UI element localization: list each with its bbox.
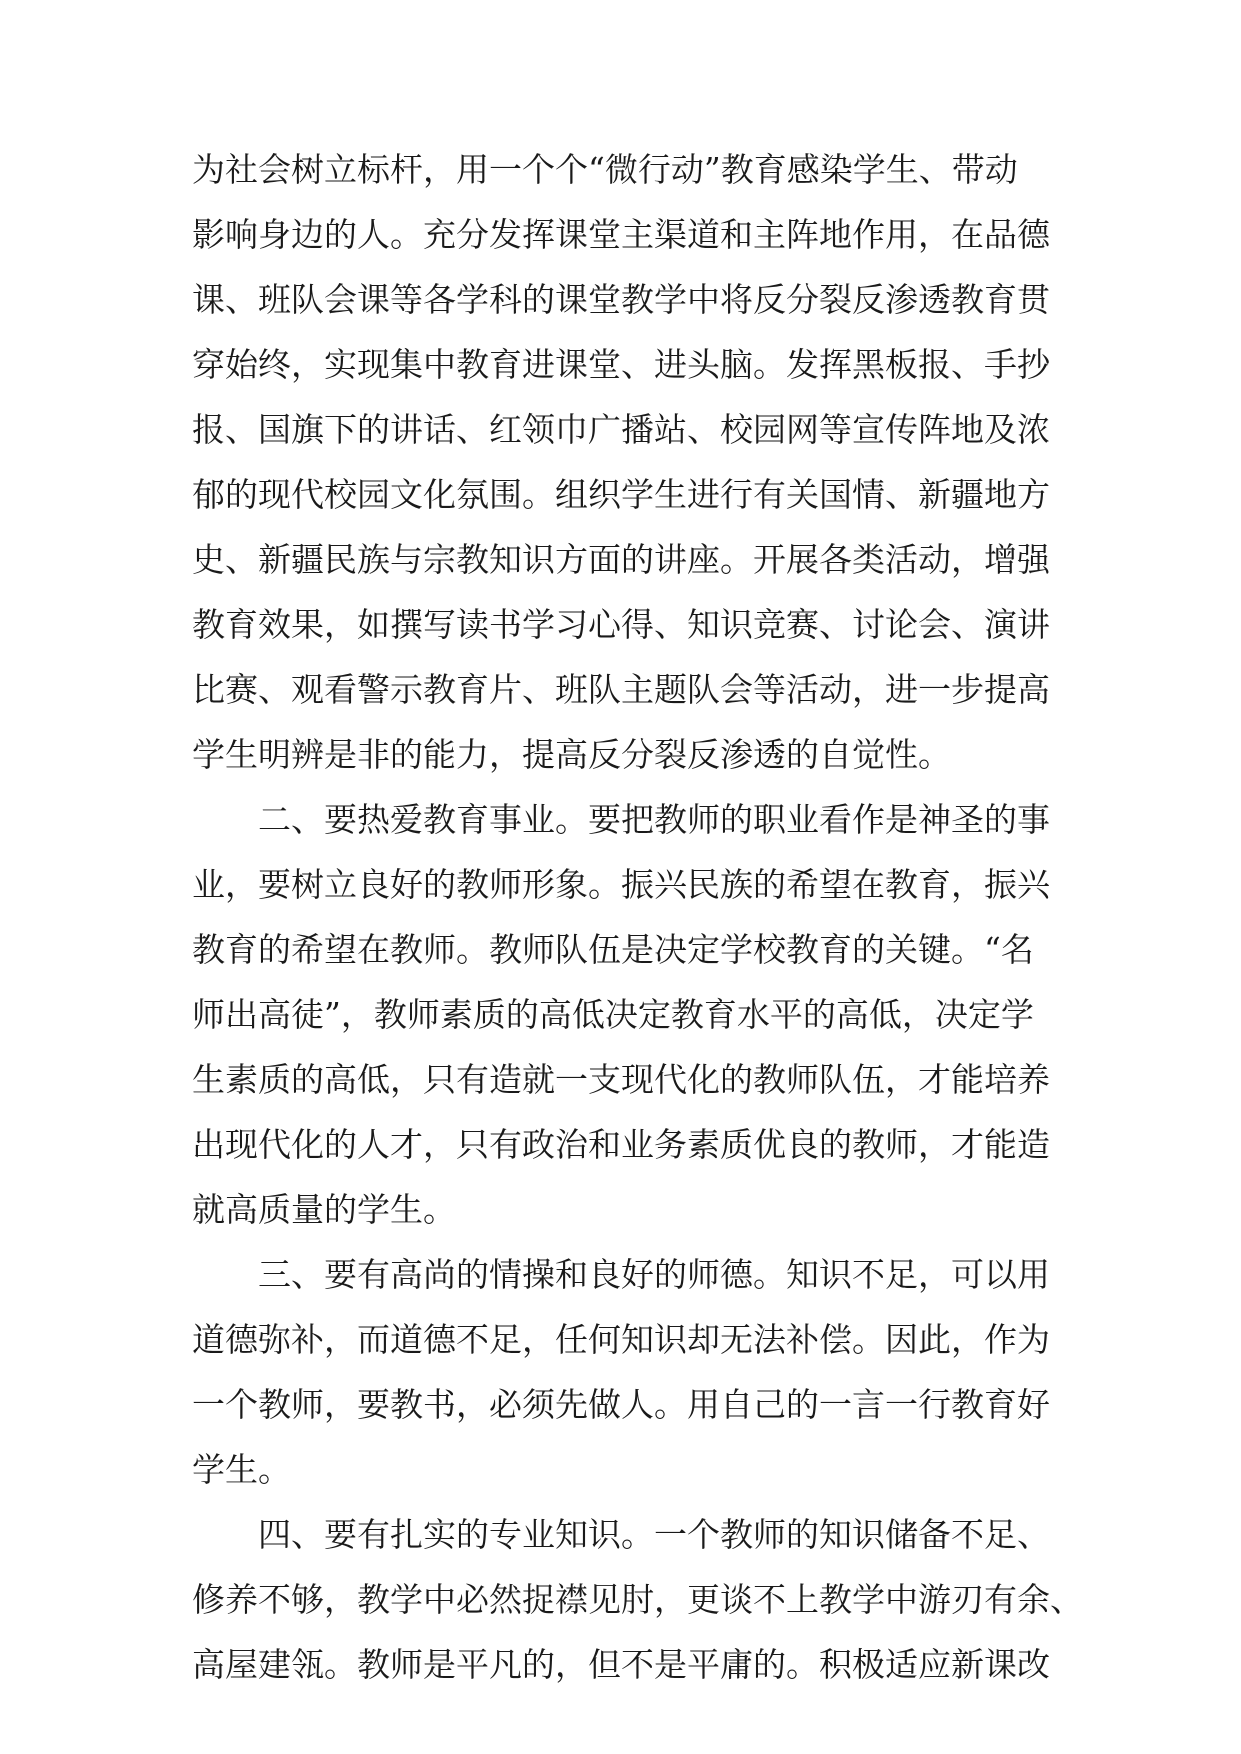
text-line: 就高质量的学生。 [192,1190,456,1229]
text-line: 一个教师，要教书，必须先做人。用自己的一言一行教育好 [192,1385,1050,1424]
text-line: 影响身边的人。充分发挥课堂主渠道和主阵地作用，在品德 [192,215,1050,254]
text-line: 穿始终，实现集中教育进课堂、进头脑。发挥黑板报、手抄 [192,345,1050,384]
text-line: 为社会树立标杆，用一个个“微行动”教育感染学生、带动 [192,150,1018,189]
text-line: 郁的现代校园文化氛围。组织学生进行有关国情、新疆地方 [192,475,1050,514]
text-line: 修养不够，教学中必然捉襟见肘，更谈不上教学中游刃有余、 [192,1580,1083,1619]
text-line: 师出高徒”，教师素质的高低决定教育水平的高低，决定学 [192,995,1034,1034]
text-line: 学生。 [192,1450,291,1489]
text-line: 业，要树立良好的教师形象。振兴民族的希望在教育，振兴 [192,865,1050,904]
text-line: 道德弥补，而道德不足，任何知识却无法补偿。因此，作为 [192,1320,1050,1359]
paragraph-2-first-line: 二、要热爱教育事业。要把教师的职业看作是神圣的事 [258,800,1050,839]
text-line: 生素质的高低，只有造就一支现代化的教师队伍，才能培养 [192,1060,1050,1099]
text-line: 史、新疆民族与宗教知识方面的讲座。开展各类活动，增强 [192,540,1050,579]
paragraph-3-first-line: 三、要有高尚的情操和良好的师德。知识不足，可以用 [258,1255,1050,1294]
text-line: 比赛、观看警示教育片、班队主题队会等活动，进一步提高 [192,670,1050,709]
text-line: 出现代化的人才，只有政治和业务素质优良的教师，才能造 [192,1125,1050,1164]
paragraph-4-first-line: 四、要有扎实的专业知识。一个教师的知识储备不足、 [258,1515,1050,1554]
text-line: 报、国旗下的讲话、红领巾广播站、校园网等宣传阵地及浓 [192,410,1050,449]
text-line: 课、班队会课等各学科的课堂教学中将反分裂反渗透教育贯 [192,280,1050,319]
text-line: 教育的希望在教师。教师队伍是决定学校教育的关键。“名 [192,930,1034,969]
text-line: 高屋建瓴。教师是平凡的，但不是平庸的。积极适应新课改 [192,1645,1050,1684]
text-line: 教育效果，如撰写读书学习心得、知识竞赛、讨论会、演讲 [192,605,1050,644]
text-line: 学生明辨是非的能力，提高反分裂反渗透的自觉性。 [192,735,951,774]
